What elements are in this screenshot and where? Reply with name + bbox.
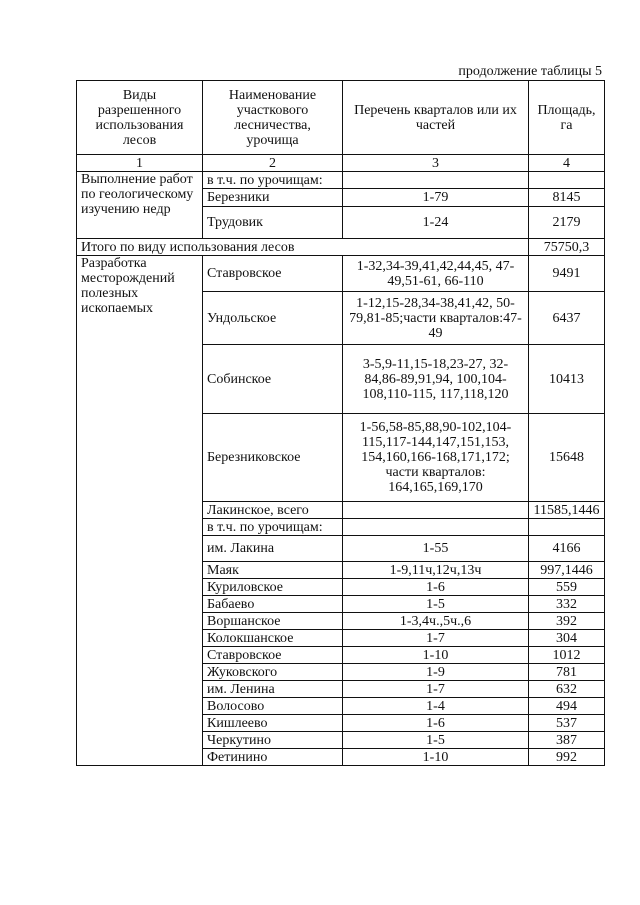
- area-cell: 11585,1446: [529, 502, 605, 519]
- header-forestry: Наименование участкового лесничества, урочища: [203, 81, 343, 155]
- tract-name: Бабаево: [203, 596, 343, 613]
- area-cell: 559: [529, 579, 605, 596]
- area-cell: 2179: [529, 207, 605, 239]
- area-cell: 1012: [529, 647, 605, 664]
- area-cell: 332: [529, 596, 605, 613]
- column-number-row: [77, 155, 605, 172]
- quarters-cell: 1-4: [343, 698, 529, 715]
- forestry-name: Ундольское: [203, 292, 343, 345]
- quarters-cell: 3-5,9-11,15-18,23-27, 32-84,86-89,91,94, 100,104-108,110-115, 117,118,120: [343, 345, 529, 414]
- column-number: 1: [77, 155, 203, 172]
- total-row: [77, 239, 605, 256]
- column-number: 3: [343, 155, 529, 172]
- quarters-cell: 1-79: [343, 189, 529, 207]
- total-label: Итого по виду использования лесов: [77, 239, 529, 256]
- area-cell: 392: [529, 613, 605, 630]
- area-cell: 537: [529, 715, 605, 732]
- tract-name: Фетинино: [203, 749, 343, 766]
- quarters-cell: 1-5: [343, 596, 529, 613]
- tract-name: Кишлеево: [203, 715, 343, 732]
- quarters-cell: 1-6: [343, 579, 529, 596]
- area-cell: 9491: [529, 256, 605, 292]
- tract-name: Черкутино: [203, 732, 343, 749]
- quarters-cell: 1-55: [343, 536, 529, 562]
- quarters-cell: 1-10: [343, 749, 529, 766]
- area-cell: 304: [529, 630, 605, 647]
- table-row: [77, 172, 605, 189]
- quarters-cell: [343, 502, 529, 519]
- area-cell: 632: [529, 681, 605, 698]
- tract-name: Ставровское: [203, 647, 343, 664]
- tract-name: Куриловское: [203, 579, 343, 596]
- area-cell: 15648: [529, 414, 605, 502]
- tract-name: им. Ленина: [203, 681, 343, 698]
- quarters-cell: 1-9,11ч,12ч,13ч: [343, 562, 529, 579]
- quarters-cell: 1-56,58-85,88,90-102,104-115,117-144,147,151,153, 154,160,166-168,171,172; части кварталов: 164,165,169,170: [343, 414, 529, 502]
- quarters-cell: 1-24: [343, 207, 529, 239]
- area-cell: 781: [529, 664, 605, 681]
- quarters-cell: 1-12,15-28,34-38,41,42, 50-79,81-85;части кварталов:47-49: [343, 292, 529, 345]
- header-type: Виды разрешенного использования лесов: [77, 81, 203, 155]
- column-number: 4: [529, 155, 605, 172]
- use-type-cell: Разработка месторождений полезных ископаемых: [77, 256, 203, 766]
- forestry-name: Лакинское, всего: [203, 502, 343, 519]
- tract-name: Березники: [203, 189, 343, 207]
- use-type-cell: Выполнение работ по геологическому изучению недр: [77, 172, 203, 239]
- area-cell: 8145: [529, 189, 605, 207]
- tract-name: Волосово: [203, 698, 343, 715]
- header-row: [77, 81, 605, 155]
- quarters-cell: 1-6: [343, 715, 529, 732]
- header-area: Площадь, га: [529, 81, 605, 155]
- area-cell: 992: [529, 749, 605, 766]
- table-caption: продолжение таблицы 5: [458, 64, 602, 79]
- header-quarters: Перечень кварталов или их частей: [343, 81, 529, 155]
- forestry-name: Березниковское: [203, 414, 343, 502]
- total-area: 75750,3: [529, 239, 605, 256]
- quarters-cell: 1-3,4ч.,5ч.,6: [343, 613, 529, 630]
- area-cell: 387: [529, 732, 605, 749]
- area-cell: 997,1446: [529, 562, 605, 579]
- forestry-name: Ставровское: [203, 256, 343, 292]
- tract-name: Жуковского: [203, 664, 343, 681]
- area-cell: 494: [529, 698, 605, 715]
- column-number: 2: [203, 155, 343, 172]
- quarters-cell: 1-32,34-39,41,42,44,45, 47-49,51-61, 66-110: [343, 256, 529, 292]
- forest-use-table: [76, 80, 605, 766]
- subheader-cell: в т.ч. по урочищам:: [203, 172, 343, 189]
- tract-name: им. Лакина: [203, 536, 343, 562]
- tract-name: Воршанское: [203, 613, 343, 630]
- tract-name: Трудовик: [203, 207, 343, 239]
- area-cell: 4166: [529, 536, 605, 562]
- subheader-cell: в т.ч. по урочищам:: [203, 519, 343, 536]
- forestry-name: Собинское: [203, 345, 343, 414]
- area-cell: 6437: [529, 292, 605, 345]
- area-cell: 10413: [529, 345, 605, 414]
- quarters-cell: 1-9: [343, 664, 529, 681]
- quarters-cell: 1-5: [343, 732, 529, 749]
- quarters-cell: 1-7: [343, 630, 529, 647]
- quarters-cell: 1-7: [343, 681, 529, 698]
- table-row: [77, 256, 605, 292]
- tract-name: Колокшанское: [203, 630, 343, 647]
- quarters-cell: 1-10: [343, 647, 529, 664]
- tract-name: Маяк: [203, 562, 343, 579]
